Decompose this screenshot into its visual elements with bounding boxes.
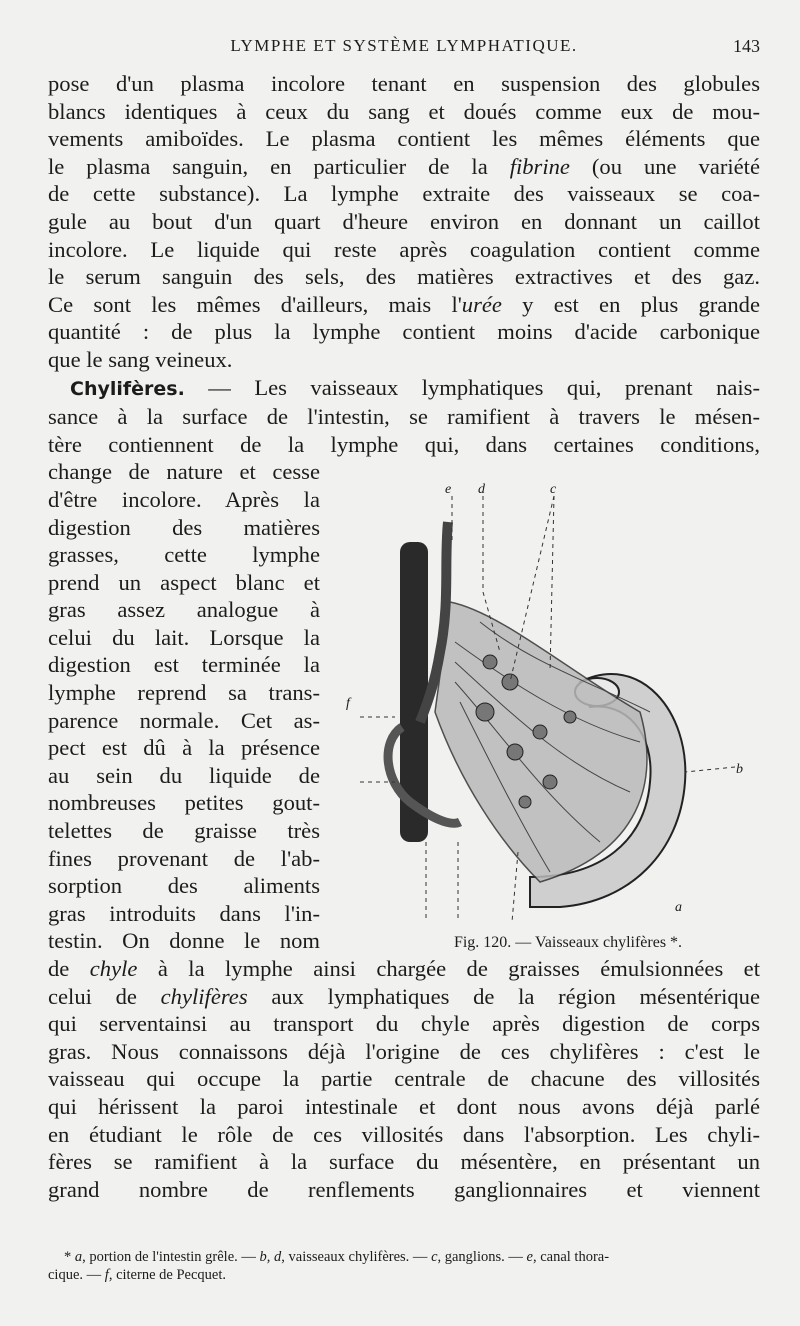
section-heading: Chylifères. [70,377,185,400]
text-line: gras assez analogue à [48,597,320,623]
text-line: au sein du liquide de [48,762,320,788]
text-line: lymphe reprend sa trans- [48,680,320,706]
text-line: fines provenant de l'ab- [48,845,320,871]
term-chyliferes: chylifères [160,983,248,1009]
label-a: a [675,900,682,915]
text-line: grand nombre de renflements ganglionnaires et viennent [48,1176,760,1202]
label-e: e [445,482,452,497]
text-line: que le sang veineux. [48,346,233,372]
section-heading-line: Chylifères. — Les vaisseaux lymphatiques qui, prenant nais- [70,374,760,400]
running-title: LYMPHE ET SYSTÈME LYMPHATIQUE. [230,36,578,55]
text-line: gras. Nous connaissons déjà l'origine de ces chylifères : c'est le [48,1038,760,1064]
figure-caption: Fig. 120. — Vaisseaux chylifères *. [453,934,683,951]
text-line: digestion est terminée la [48,652,320,678]
anatomical-illustration [340,482,760,932]
text-line: sorption des aliments [48,873,320,899]
term-chyle: chyle [89,956,138,981]
text-line: incolore. Le liquide qui reste après coagulation contient comme [48,236,760,262]
text-line: sance à la surface de l'intestin, se ramifient à travers le mésen- [48,404,760,430]
text-line: en étudiant le rôle de ces villosités dans l'absorption. Les chyli- [48,1121,760,1147]
text-line: qui serventainsi au transport du chyle après digestion de corps [48,1011,760,1037]
text-line: change de nature et cesse [48,459,320,485]
text-line: prend un aspect blanc et [48,569,320,595]
term-fibrine: fibrine [509,153,570,179]
page-header [48,30,760,60]
footnote-line: cique. — f, citerne de Pecquet. [48,1267,226,1283]
text-line: telettes de graisse très [48,818,320,844]
text-line: qui hérissent la paroi intestinale et dont nous avons déjà parlé [48,1093,760,1119]
term-uree: urée [461,291,502,317]
figure-chyliferous-vessels [340,482,760,962]
text-line: vements amiboïdes. Le plasma contient les mêmes éléments que [48,126,760,152]
text-line: grasses, cette lymphe [48,542,320,568]
text-line: vaisseau qui occupe la partie centrale de chacune des villosités [48,1066,760,1092]
text-line: de chyle à la lymphe ainsi chargée de graisses émulsionnées et [48,956,760,981]
label-c: c [550,482,557,497]
text-line: celui du lait. Lorsque la [48,624,320,650]
text-line: testin. On donne le nom [48,928,320,954]
text-line: quantité : de plus la lymphe contient moins d'acide carbonique [48,319,760,345]
text-line: pect est dû à la présence [48,735,320,761]
text-line: gule au bout d'un quart d'heure environ en donnant un caillot [48,208,760,234]
text-line: nombreuses petites gout- [48,790,320,816]
text-line: parence normale. Cet as- [48,707,320,733]
text-line: fères se ramifient à la surface du mésentère, en présentant un [48,1149,760,1175]
footnote-line: * a, portion de l'intestin grêle. — b, d, vaisseaux chylifères. — c, ganglions. — e, canal thora- [64,1249,610,1265]
text-line: gras introduits dans l'in- [48,900,320,926]
page-number: 143 [733,36,760,56]
text-line: le plasma sanguin, en particulier de la fibrine (ou une variété [48,153,760,179]
text-line: pose d'un plasma incolore tenant en suspension des globules [48,71,760,96]
label-b: b [736,762,743,777]
text-line: le serum sanguin des sels, des matières extractives et des gaz. [48,264,760,290]
text-line: celui de chylifères aux lymphatiques de la région mésentérique [48,983,760,1009]
mesentery [435,602,647,882]
narrow-column [48,458,320,955]
footnote [48,1248,760,1284]
text-line: blancs identiques à ceux du sang et doués comme eux de mou- [48,98,760,124]
label-f: f [346,696,350,711]
text-line: Ce sont les mêmes d'ailleurs, mais l'urée y est en plus grande [48,291,760,317]
text-line: de cette substance). La lymphe extraite des vaisseaux se coa- [48,181,760,207]
text-line: digestion des matières [48,514,320,540]
label-d: d [478,482,485,497]
text-line: d'être incolore. Après la [48,486,320,512]
text-line: tère contiennent de la lymphe qui, dans certaines conditions, [48,431,760,457]
